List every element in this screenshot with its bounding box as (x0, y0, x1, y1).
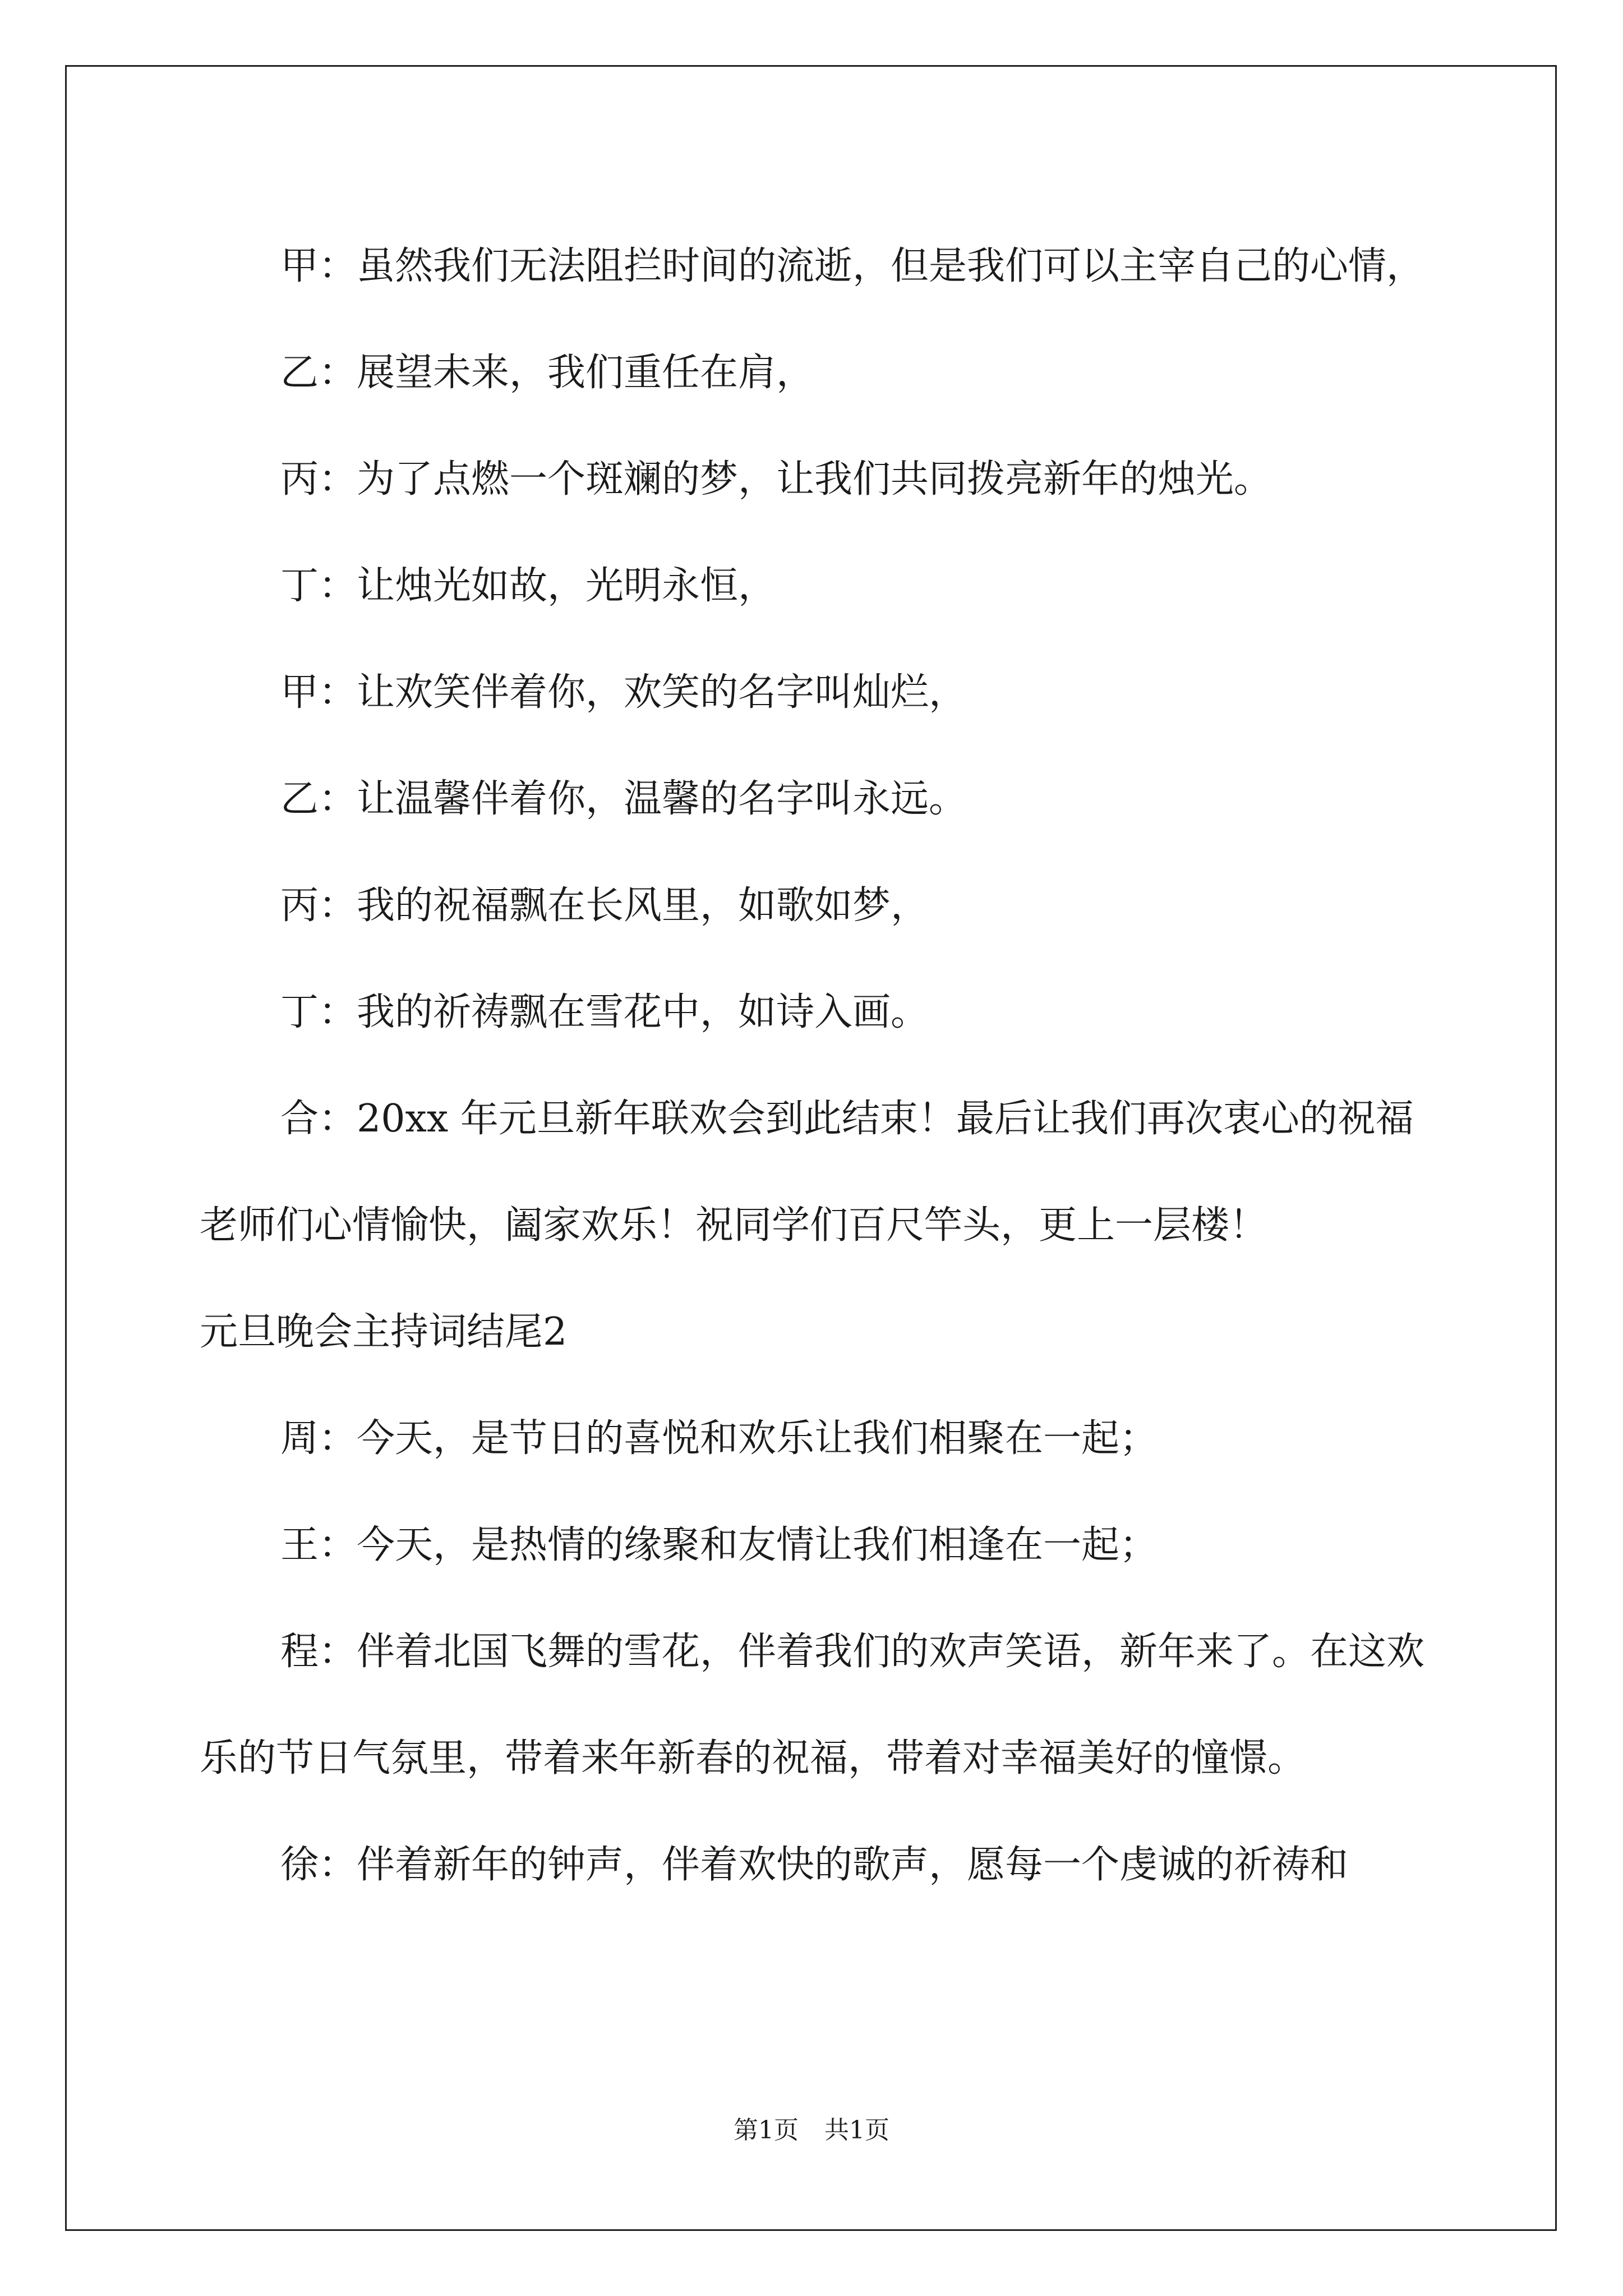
page-total: 共1页 (824, 2116, 889, 2145)
page-footer (0, 2114, 1623, 2147)
paragraph-ding-2: 丁：我的祈祷飘在雪花中，如诗入画。 (280, 990, 929, 1034)
paragraph-cheng: 程：伴着北国飞舞的雪花，伴着我们的欢声笑语，新年来了。在这欢乐的节日气氛里，带着来年新春的祝福，带着对幸福美好的憧憬。 (200, 1630, 1425, 1780)
paragraph-jia-2: 甲：让欢笑伴着你，欢笑的名字叫灿烂， (280, 670, 967, 715)
paragraph-yi-1: 乙：展望未来，我们重任在肩， (280, 351, 815, 395)
paragraph-bing-1: 丙：为了点燃一个斑斓的梦，让我们共同拨亮新年的烛光。 (280, 457, 1272, 501)
paragraph-xu: 徐：伴着新年的钟声，伴着欢快的歌声，愿每一个虔诚的祈祷和 (280, 1843, 1349, 1887)
paragraph-he: 合：20xx 年元旦新年联欢会到此结束！最后让我们再次衷心的祝福老师们心情愉快，阖家欢乐！祝同学们百尺竿头，更上一层楼！ (200, 1097, 1414, 1248)
paragraph-jia-1: 甲：虽然我们无法阻拦时间的流逝，但是我们可以主宰自己的心情， (280, 244, 1425, 288)
page-number: 第1页 (734, 2116, 799, 2145)
paragraph-wang: 王：今天，是热情的缘聚和友情让我们相逢在一起； (280, 1523, 1158, 1567)
paragraph-bing-2: 丙：我的祝福飘在长风里，如歌如梦， (280, 884, 929, 928)
section-heading: 元旦晚会主持词结尾2 (200, 1310, 568, 1354)
paragraph-zhou: 周：今天，是节日的喜悦和欢乐让我们相聚在一起； (280, 1416, 1158, 1461)
paragraph-yi-2: 乙：让温馨伴着你，温馨的名字叫永远。 (280, 777, 967, 821)
paragraph-ding-1: 丁：让烛光如故，光明永恒， (280, 564, 777, 608)
document-body (200, 213, 1433, 1918)
